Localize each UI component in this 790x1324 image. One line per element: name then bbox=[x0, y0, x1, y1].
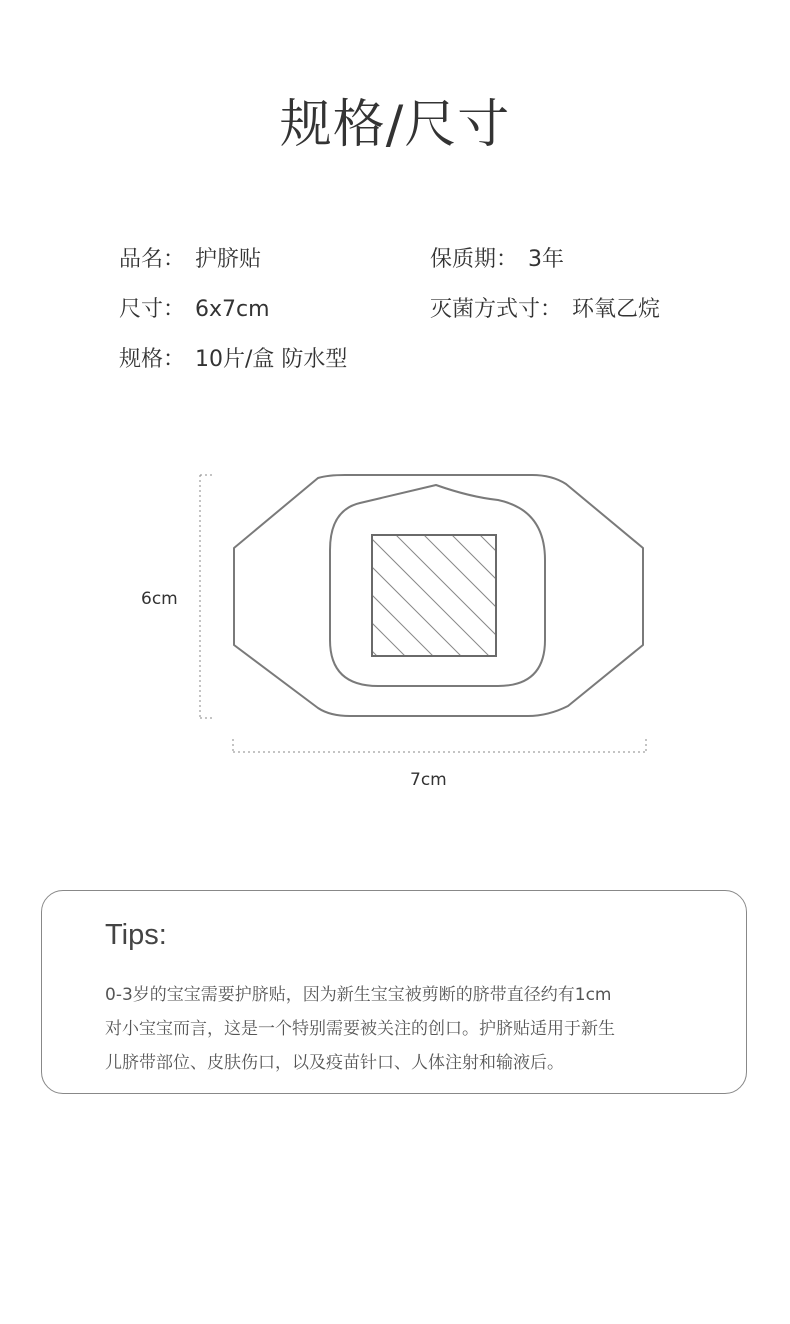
spec-sterilization-label: 灭菌方式寸： bbox=[430, 297, 563, 322]
spec-specification-label: 规格： bbox=[119, 347, 186, 372]
absorbent-pad bbox=[256, 535, 601, 656]
spec-name-value: 护脐贴 bbox=[195, 247, 262, 272]
tips-line-1: 0-3岁的宝宝需要护脐贴，因为新生宝宝被剪断的脐带直径约有1cm bbox=[105, 985, 612, 1005]
spec-sterilization-value: 环氧乙烷 bbox=[572, 297, 661, 322]
patch-outer-outline bbox=[234, 475, 643, 716]
spec-shelf-life-value: 3年 bbox=[528, 247, 565, 272]
spec-size-label: 尺寸： bbox=[119, 297, 186, 322]
spec-size-value: 6x7cm bbox=[195, 297, 270, 322]
page-title: 规格/尺寸 bbox=[279, 95, 511, 155]
width-dimension-line bbox=[233, 739, 646, 752]
spec-specification-value: 10片/盒 防水型 bbox=[195, 347, 348, 372]
tips-line-2: 对小宝宝而言，这是一个特别需要被关注的创口。护脐贴适用于新生 bbox=[105, 1019, 615, 1039]
tips-title: Tips: bbox=[105, 919, 167, 951]
height-dimension-line bbox=[200, 475, 213, 718]
tips-line-3: 儿脐带部位、皮肤伤口，以及疫苗针口、人体注射和输液后。 bbox=[105, 1053, 564, 1073]
spec-name-label: 品名： bbox=[119, 247, 186, 272]
width-label: 7cm bbox=[410, 770, 447, 790]
tips-box bbox=[41, 890, 747, 1094]
spec-shelf-life-label: 保质期： bbox=[430, 247, 519, 272]
height-label: 6cm bbox=[141, 589, 178, 609]
